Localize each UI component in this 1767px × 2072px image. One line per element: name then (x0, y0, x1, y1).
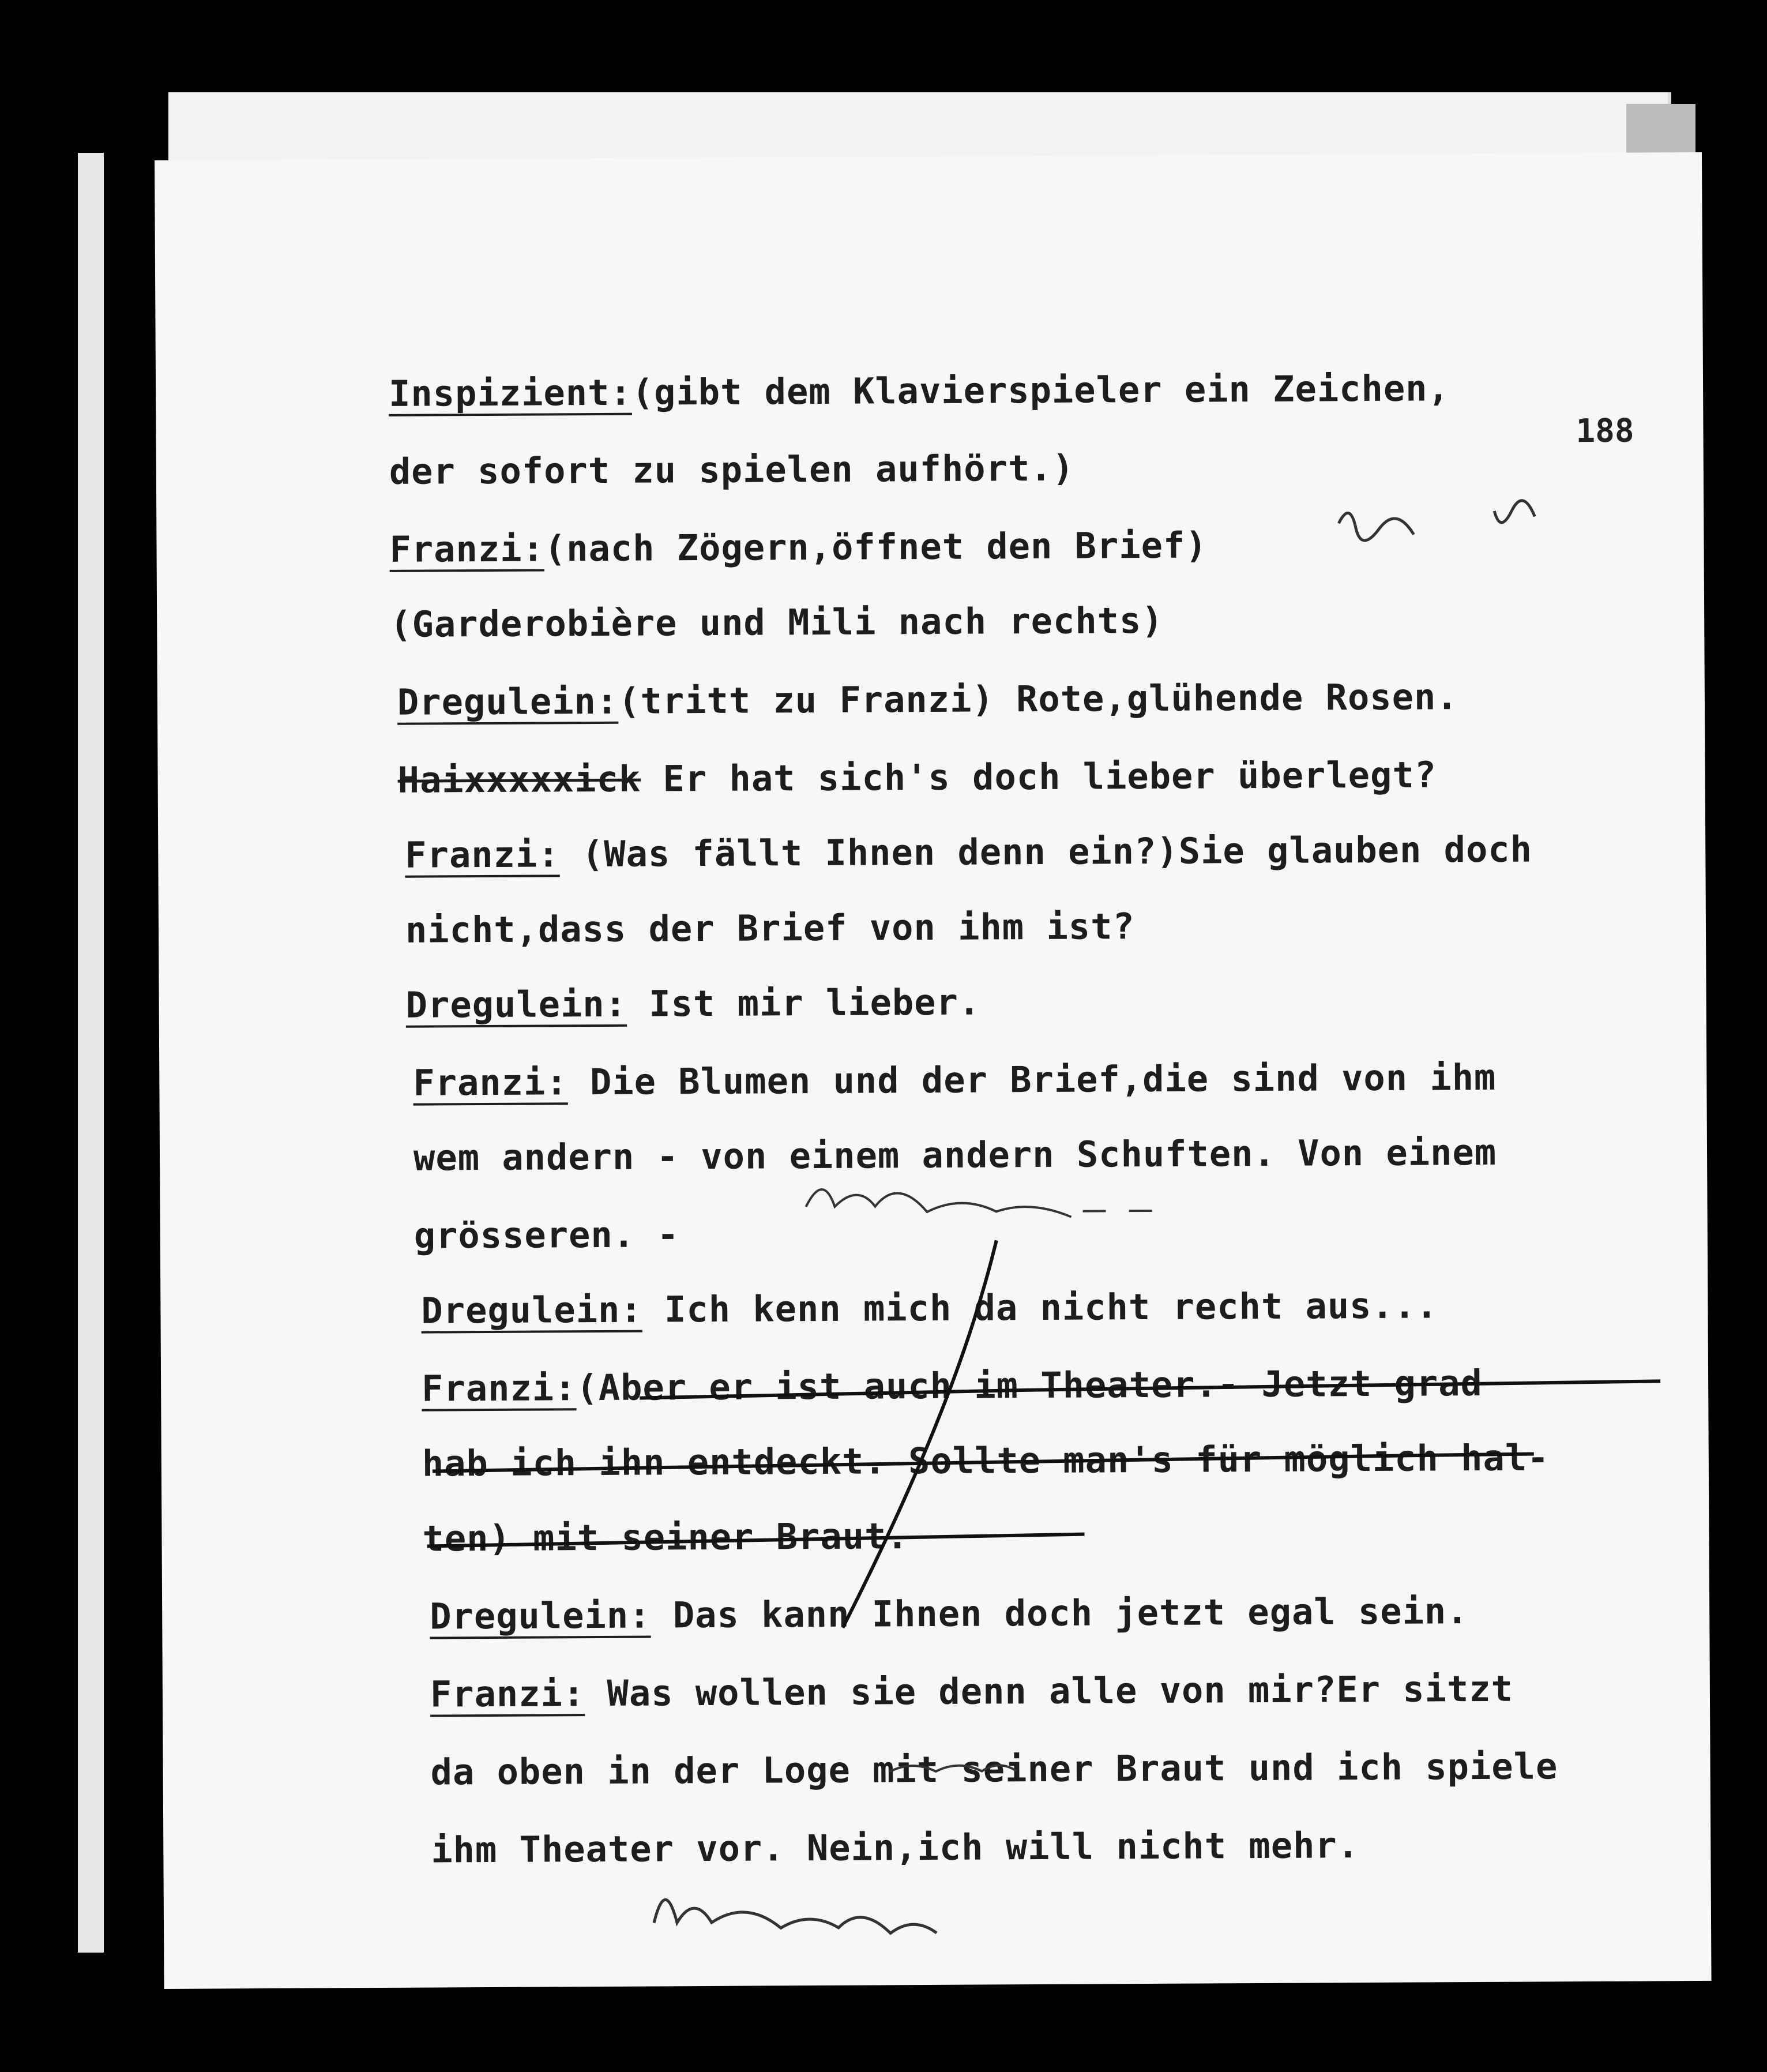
strike-line-16 (427, 1534, 1085, 1547)
line-text: da oben in der Loge mit seiner Braut und ich spiele (430, 1745, 1558, 1793)
line-text: ihm Theater vor. Nein,ich will nicht mehr. (431, 1824, 1360, 1871)
line-text: Ich kenn mich da nicht recht aus... (642, 1284, 1438, 1331)
line-text: (Aber er ist auch im Theater.- Jetzt grad (576, 1361, 1483, 1409)
strike-line-14 (640, 1381, 1660, 1398)
line-text: grösseren. - (413, 1213, 679, 1257)
page-number: 188 (1576, 412, 1634, 451)
speaker-label: Franzi: (421, 1367, 577, 1410)
handwritten-marks (155, 152, 1712, 1989)
line-text: der sofort zu spielen aufhört.) (389, 446, 1075, 493)
margin-scribble-right (1339, 501, 1535, 541)
speaker-label: Franzi: (405, 833, 560, 876)
line-text: (gibt dem Klavierspieler ein Zeichen, (631, 367, 1450, 414)
line-text: Was wollen sie denn alle von mir?Er sitzt (585, 1667, 1514, 1715)
line-text: ten) mit seiner Braut. (422, 1515, 909, 1560)
line-text: Er hat sich's doch lieber überlegt? (641, 753, 1437, 800)
line-text: nicht,dass der Brief von ihm ist? (405, 905, 1135, 951)
speaker-label: Franzi: (413, 1061, 568, 1104)
inline-scribble (806, 1188, 1152, 1218)
line-text: Die Blumen und der Brief,die sind von ihm (567, 1056, 1497, 1103)
binder-strip (78, 153, 104, 1953)
struck-text: Haixxxxxick (397, 757, 641, 801)
line-text: (tritt zu Franzi) Rote,glühende Rosen. (618, 675, 1458, 722)
cross-out-stroke (841, 1240, 999, 1627)
speaker-label: Franzi: (430, 1672, 585, 1716)
line-text: Ist mir lieber. (626, 981, 981, 1025)
speaker-label: Inspizient: (388, 371, 632, 415)
line-text: (Garderobière und Mili nach rechts) (390, 599, 1164, 645)
interlinear-scribble (890, 1765, 1017, 1771)
script-page (155, 152, 1712, 1989)
line-text: (Was fällt Ihnen denn ein?)Sie glauben doch (559, 828, 1533, 876)
speaker-label: Dregulein: (421, 1288, 642, 1332)
speaker-label: Franzi: (389, 527, 545, 570)
line-text: Das kann Ihnen doch jetzt egal sein. (651, 1590, 1469, 1636)
speaker-label: Dregulein: (405, 982, 627, 1026)
strike-line-15 (433, 1454, 1534, 1472)
speaker-label: Dregulein: (397, 680, 619, 723)
speaker-label: Dregulein: (430, 1594, 651, 1638)
line-text: hab ich ihn entdeckt. Sollte man's für möglich hal- (422, 1436, 1550, 1485)
bottom-scribble (654, 1898, 937, 1935)
line-text: (nach Zögern,öffnet den Brief) (544, 524, 1208, 570)
line-text: wem andern - von einem andern Schuften. Von einem (413, 1131, 1497, 1179)
